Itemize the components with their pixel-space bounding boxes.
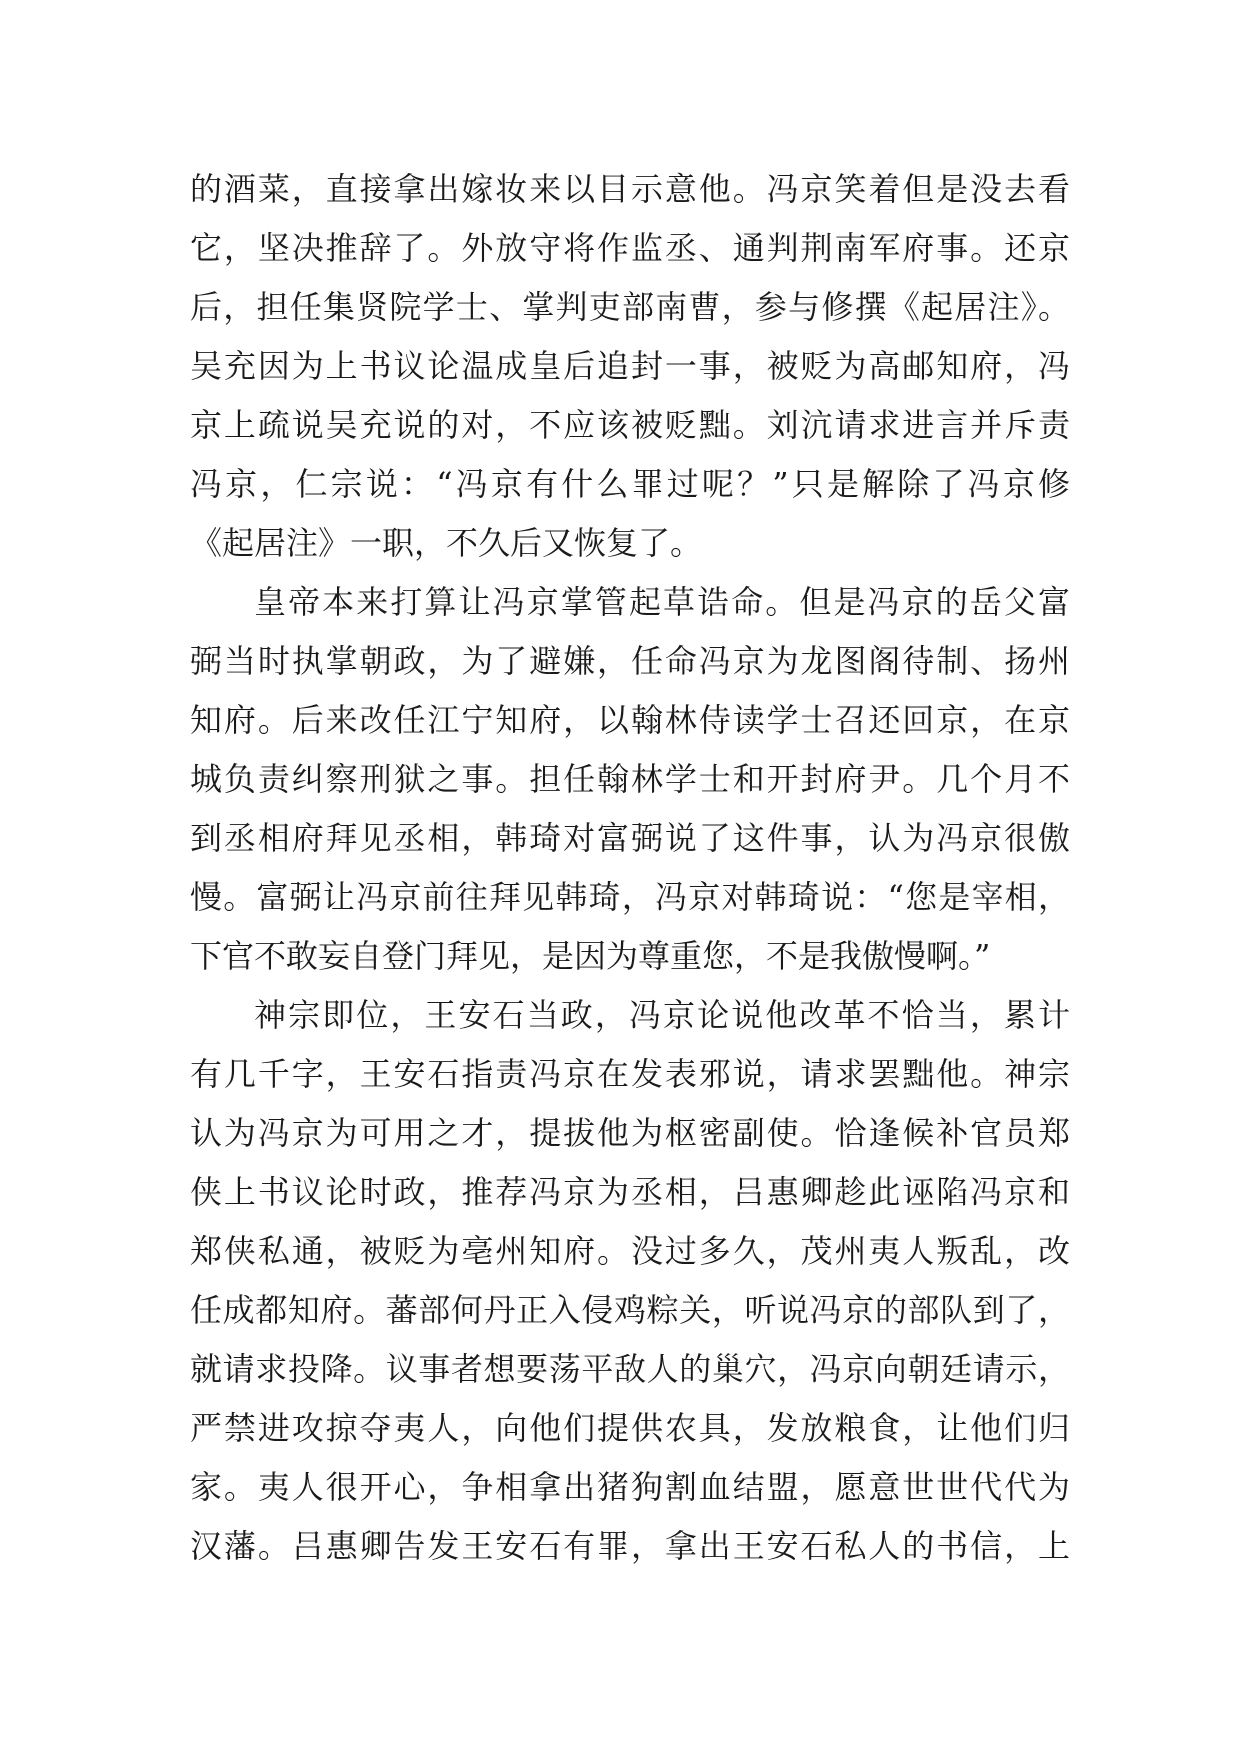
- paragraph-2-line-6: 慢。富弼让冯京前往拜见韩琦，冯京对韩琦说：“您是宰相，: [190, 878, 1070, 916]
- paragraph-1-line-3: 后，担任集贤院学士、掌判吏部南曹，参与修撰《起居注》。: [190, 288, 1070, 326]
- paragraph-3-line-9: 家。夷人很开心，争相拿出猪狗割血结盟，愿意世世代代为: [190, 1468, 1070, 1506]
- paragraph-3-line-2: 有几千字，王安石指责冯京在发表邪说，请求罢黜他。神宗: [190, 1055, 1070, 1093]
- paragraph-1-line-6: 冯京，仁宗说：“冯京有什么罪过呢？”只是解除了冯京修: [190, 465, 1070, 503]
- paragraph-3-line-3: 认为冯京为可用之才，提拔他为枢密副使。恰逢候补官员郑: [190, 1114, 1070, 1152]
- paragraph-2-line-7: 下官不敢妄自登门拜见，是因为尊重您，不是我傲慢啊。”: [190, 937, 991, 975]
- paragraph-3-line-7: 就请求投降。议事者想要荡平敌人的巢穴，冯京向朝廷请示，: [190, 1350, 1070, 1388]
- paragraph-3-line-4: 侠上书议论时政，推荐冯京为丞相，吕惠卿趁此诬陷冯京和: [190, 1173, 1070, 1211]
- paragraph-3-line-10: 汉藩。吕惠卿告发王安石有罪，拿出王安石私人的书信，上: [190, 1527, 1070, 1565]
- paragraph-2-line-4: 城负责纠察刑狱之事。担任翰林学士和开封府尹。几个月不: [190, 760, 1070, 798]
- paragraph-1-line-4: 吴充因为上书议论温成皇后追封一事，被贬为高邮知府，冯: [190, 347, 1070, 385]
- paragraph-1-line-7: 《起居注》一职，不久后又恢复了。: [190, 524, 703, 562]
- paragraph-1-line-5: 京上疏说吴充说的对，不应该被贬黜。刘沆请求进言并斥责: [190, 406, 1070, 444]
- paragraph-2-line-5: 到丞相府拜见丞相，韩琦对富弼说了这件事，认为冯京很傲: [190, 819, 1070, 857]
- paragraph-3-line-1: 神宗即位，王安石当政，冯京论说他改革不恰当，累计: [254, 996, 1070, 1034]
- paragraph-1-line-1: 的酒菜，直接拿出嫁妆来以目示意他。冯京笑着但是没去看: [190, 170, 1070, 208]
- paragraph-1-line-2: 它，坚决推辞了。外放守将作监丞、通判荆南军府事。还京: [190, 229, 1070, 267]
- paragraph-3-line-5: 郑侠私通，被贬为亳州知府。没过多久，茂州夷人叛乱，改: [190, 1232, 1070, 1270]
- paragraph-3-line-8: 严禁进攻掠夺夷人，向他们提供农具，发放粮食，让他们归: [190, 1409, 1070, 1447]
- document-body: [190, 160, 1070, 1576]
- paragraph-2-line-1: 皇帝本来打算让冯京掌管起草诰命。但是冯京的岳父富: [254, 583, 1070, 621]
- paragraph-2-line-2: 弼当时执掌朝政，为了避嫌，任命冯京为龙图阁待制、扬州: [190, 642, 1070, 680]
- paragraph-2-line-3: 知府。后来改任江宁知府，以翰林侍读学士召还回京，在京: [190, 701, 1070, 739]
- paragraph-3-line-6: 任成都知府。蕃部何丹正入侵鸡粽关，听说冯京的部队到了，: [190, 1291, 1070, 1329]
